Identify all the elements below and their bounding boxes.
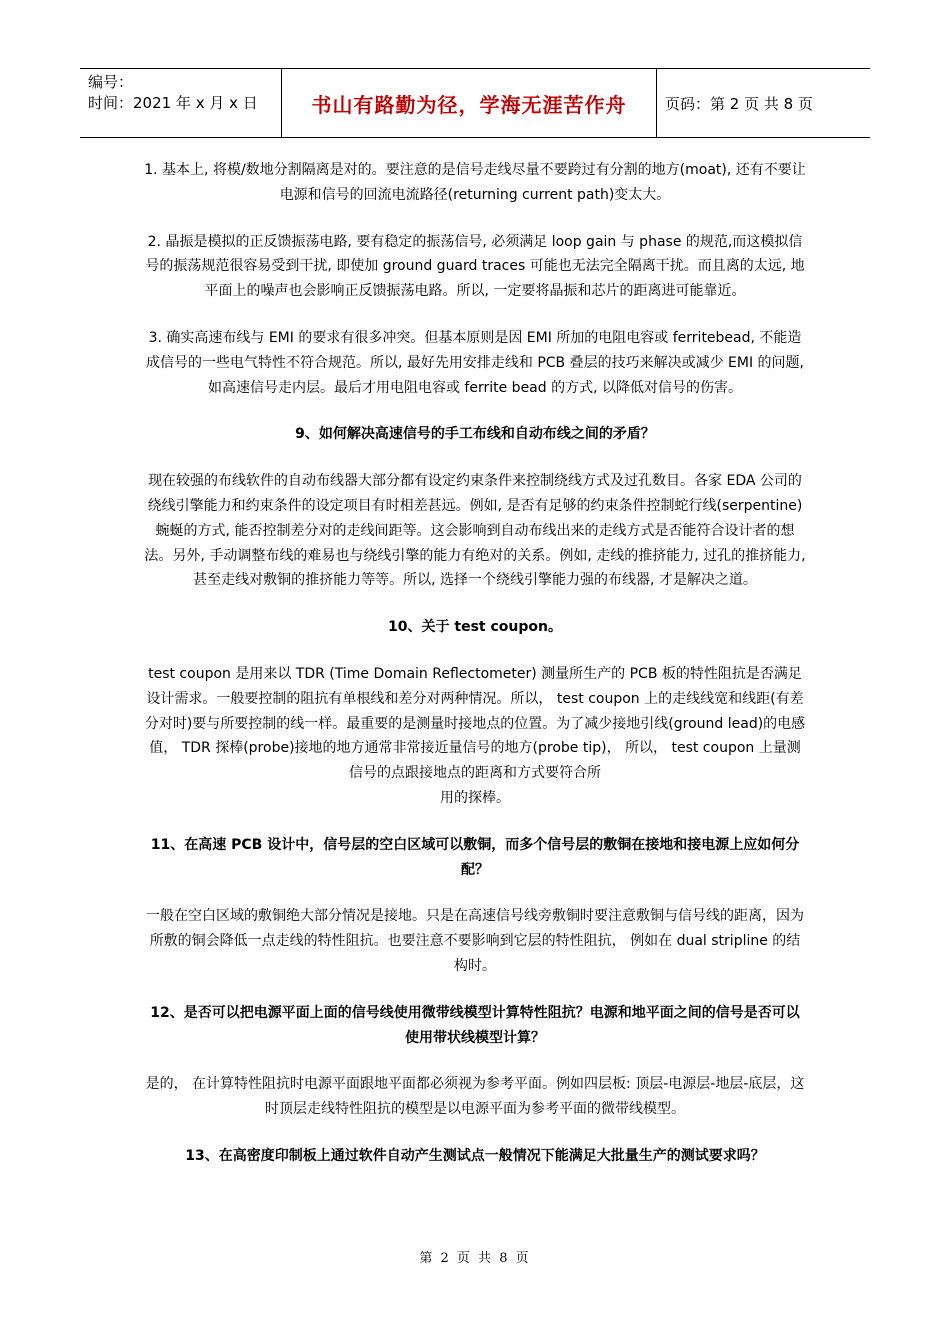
answer-paragraph-10 bbox=[144, 662, 806, 811]
document-number-label: 编号： bbox=[88, 73, 134, 91]
page-footer: 第 2 页 共 8 页 bbox=[419, 1251, 531, 1266]
header-info bbox=[80, 69, 282, 137]
question-heading-9: 9、如何解决高速信号的手工布线和自动布线之间的矛盾？ bbox=[295, 426, 655, 443]
question-heading-10: 10、关于 test coupon。 bbox=[388, 619, 562, 636]
answer-paragraph-1: 1. 基本上, 将模/数地分割隔离是对的。要注意的是信号走线尽量不要跨过有分割的地方(moat), 还有不要让电源和信号的回流电流路径(returning current path)变太大。 bbox=[144, 162, 806, 203]
answer-paragraph-3: 3. 确实高速布线与 EMI 的要求有很多冲突。但基本原则是因 EMI 所加的电阻电容或 ferritebead, 不能造成信号的一些电气特性不符合规范。所以, 最好先用安排走线和 PCB 叠层的技巧来解决或减少 EMI 的问题, 如高速信号走内层。最后才用电阻电容或 ferrite bead 的方式, 以降低对信号的伤害。 bbox=[145, 329, 805, 396]
answer-paragraph-2: 2. 晶振是模拟的正反馈振荡电路, 要有稳定的振荡信号, 必须满足 loop gain 与 phase 的规范,而这模拟信号的振荡规范很容易受到干扰, 即使加 ground guard traces 可能也无法完全隔离干扰。而且离的太远, 地平面上的噪声也会影响正反馈振荡电路。所以, 一定要将晶振和芯片的距离进可能靠近。 bbox=[145, 233, 805, 300]
header-motto: 书山有路勤为径，学海无涯苦作舟 bbox=[282, 69, 657, 137]
question-heading-13: 13、在高密度印制板上通过软件自动产生测试点一般情况下能满足大批量生产的测试要求吗？ bbox=[185, 1147, 765, 1164]
answer-10-text: test coupon 是用来以 TDR (Time Domain Reflectometer) 测量所生产的 PCB 板的特性阻抗是否满足设计需求。一般要控制的阻抗有单根线和差分对两种情况。所以， test coupon 上的走线线宽和线距(有差分对时)要与所要控制的线一样。最重要的是测量时接地点的位置。为了减少接地引线(ground lead)的电感值， TDR 探棒(probe)接地的地方通常非常接近量信号的地方(probe tip)， 所以， test coupon 上量测信号的点跟接地点的距离和方式要符合所 bbox=[144, 665, 806, 782]
answer-paragraph-9: 现在较强的布线软件的自动布线器大部分都有设定约束条件来控制绕线方式及过孔数目。各家 EDA 公司的绕线引擎能力和约束条件的设定项目有时相差甚远。例如, 是否有足够的约束条件控制蛇行线(serpentine)蜿蜒的方式, 能否控制差分对的走线间距等。这会影响到自动布线出来的走线方式是否能符合设计者的想法。另外, 手动调整布线的难易也与绕线引擎的能力有绝对的关系。例如, 走线的推挤能力, 过孔的推挤能力, 甚至走线对敷铜的推挤能力等等。所以, 选择一个绕线引擎能力强的布线器, 才是解决之道。 bbox=[144, 473, 806, 589]
question-heading-11: 11、在高速 PCB 设计中，信号层的空白区域可以敷铜，而多个信号层的敷铜在接地和接电源上应如何分配？ bbox=[150, 836, 800, 878]
document-body bbox=[144, 158, 806, 1191]
answer-paragraph-11: 一般在空白区域的敷铜绝大部分情况是接地。只是在高速信号线旁敷铜时要注意敷铜与信号线的距离，因为所敷的铜会降低一点走线的特性阻抗。也要注意不要影响到它层的特性阻抗， 例如在 dual stripline 的结构时。 bbox=[146, 908, 804, 974]
header-page-number: 页码：第 2 页 共 8 页 bbox=[665, 94, 813, 113]
answer-paragraph-12: 是的， 在计算特性阻抗时电源平面跟地平面都必须视为参考平面。例如四层板: 顶层-电源层-地层-底层，这时顶层走线特性阻抗的模型是以电源平面为参考平面的微带线模型。 bbox=[145, 1076, 805, 1118]
page-header bbox=[80, 68, 870, 138]
question-heading-12: 12、是否可以把电源平面上面的信号线使用微带线模型计算特性阻抗？电源和地平面之间的信号是否可以使用带状线模型计算？ bbox=[150, 1004, 800, 1046]
document-date-label: 时间：2021 年 x 月 x 日 bbox=[88, 94, 258, 112]
answer-10-tail: 用的探棒。 bbox=[440, 789, 510, 806]
